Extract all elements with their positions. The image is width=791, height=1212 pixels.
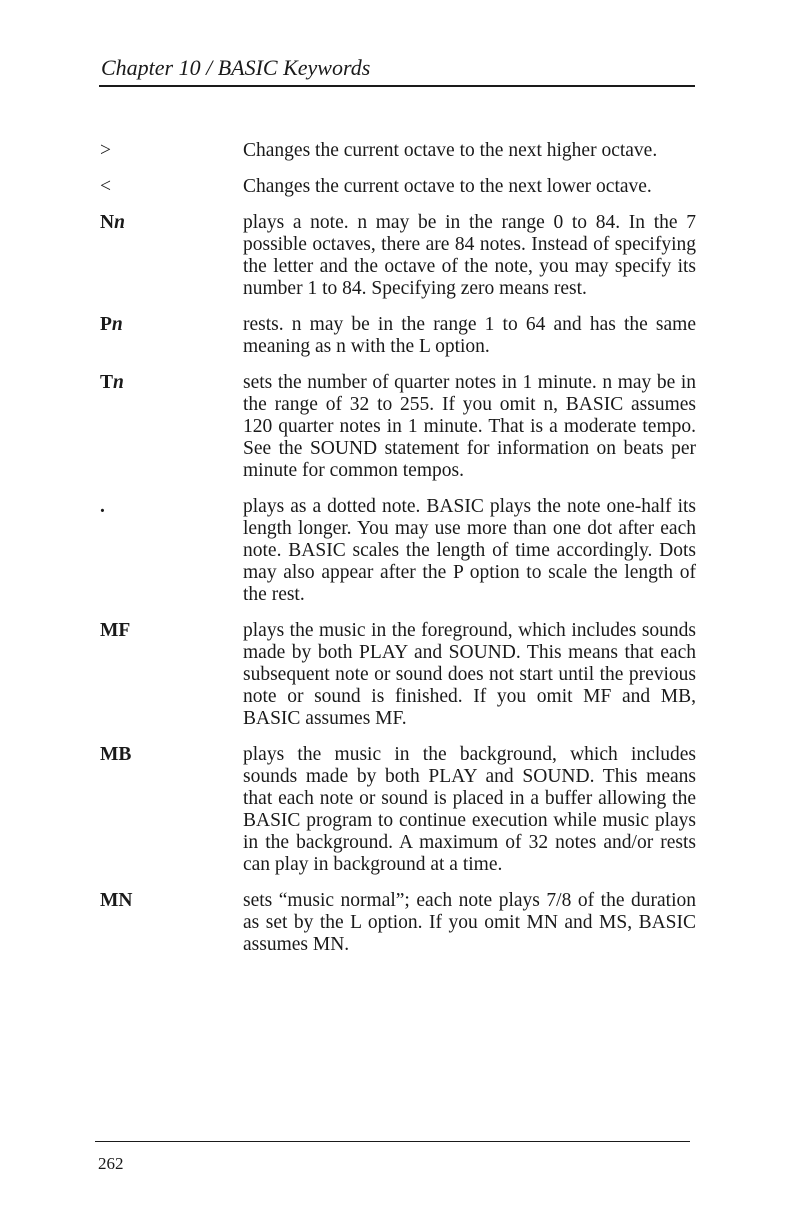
term-variable: n [113,372,124,393]
option-description: sets the number of quarter notes in 1 minute. n may be in the range of 32 to 255. If you omit n, BASIC assumes 120 quarter notes in 1 minute. That is a moderate tempo. See the SOUND statement for information on beats per minute for common tempos. [243,372,696,481]
footer-rule [95,1141,690,1142]
option-term [100,314,243,336]
option-term: . [100,496,105,517]
option-term: MB [100,744,132,765]
option-description: rests. n may be in the range 1 to 64 and has the same meaning as n with the L option. [243,314,696,357]
option-description: Changes the current octave to the next lower octave. [243,176,652,197]
option-term: > [100,140,111,161]
option-term: MN [100,890,133,911]
option-term: MF [100,620,131,641]
option-term: < [100,176,111,197]
chapter-title: Chapter 10 / BASIC Keywords [101,55,371,80]
term-letter: T [100,372,114,393]
option-entry-music-normal [100,890,700,956]
option-description: plays the music in the background, which includes sounds made by both PLAY and SOUND. This means that each note or sound is placed in a buffer allowing the BASIC program to continue execution while music plays in the background. A maximum of 32 notes and/or rests can play in background at a time. [243,744,696,875]
option-description: plays as a dotted note. BASIC plays the note one-half its length longer. You may use more than one dot after each note. BASIC scales the length of time accordingly. Dots may also appear after the P option to scale the length of the rest. [243,496,696,605]
option-entry-pause [100,314,700,358]
option-description: Changes the current octave to the next higher octave. [243,140,658,161]
option-term [100,372,243,394]
option-description: sets “music normal”; each note plays 7/8 of the duration as set by the L option. If you omit MN and MS, BASIC assumes MN. [243,890,696,955]
term-variable: n [114,212,125,233]
option-entry-higher-octave [100,140,700,162]
option-entry-music-foreground [100,620,700,730]
option-description: plays a note. n may be in the range 0 to 84. In the 7 possible octaves, there are 84 notes. Instead of specifying the letter and the octave of the note, you may specify its number 1 to 84. Specifying zero means rest. [243,212,696,299]
option-description: plays the music in the foreground, which includes sounds made by both PLAY and SOUND. This means that each subsequent note or sound does not start until the previous note or sound is finished. If you omit MF and MB, BASIC assumes MF. [243,620,696,729]
keyword-option-list [100,140,700,956]
option-term [100,212,243,234]
option-entry-music-background [100,744,700,876]
option-entry-dot [100,496,700,606]
option-entry-tempo [100,372,700,482]
term-letter: N [100,212,115,233]
page-number: 262 [98,1154,124,1173]
option-entry-note-number [100,212,700,300]
header-rule [99,85,695,87]
term-letter: P [100,314,112,335]
option-entry-lower-octave [100,176,700,198]
term-variable: n [111,314,123,335]
